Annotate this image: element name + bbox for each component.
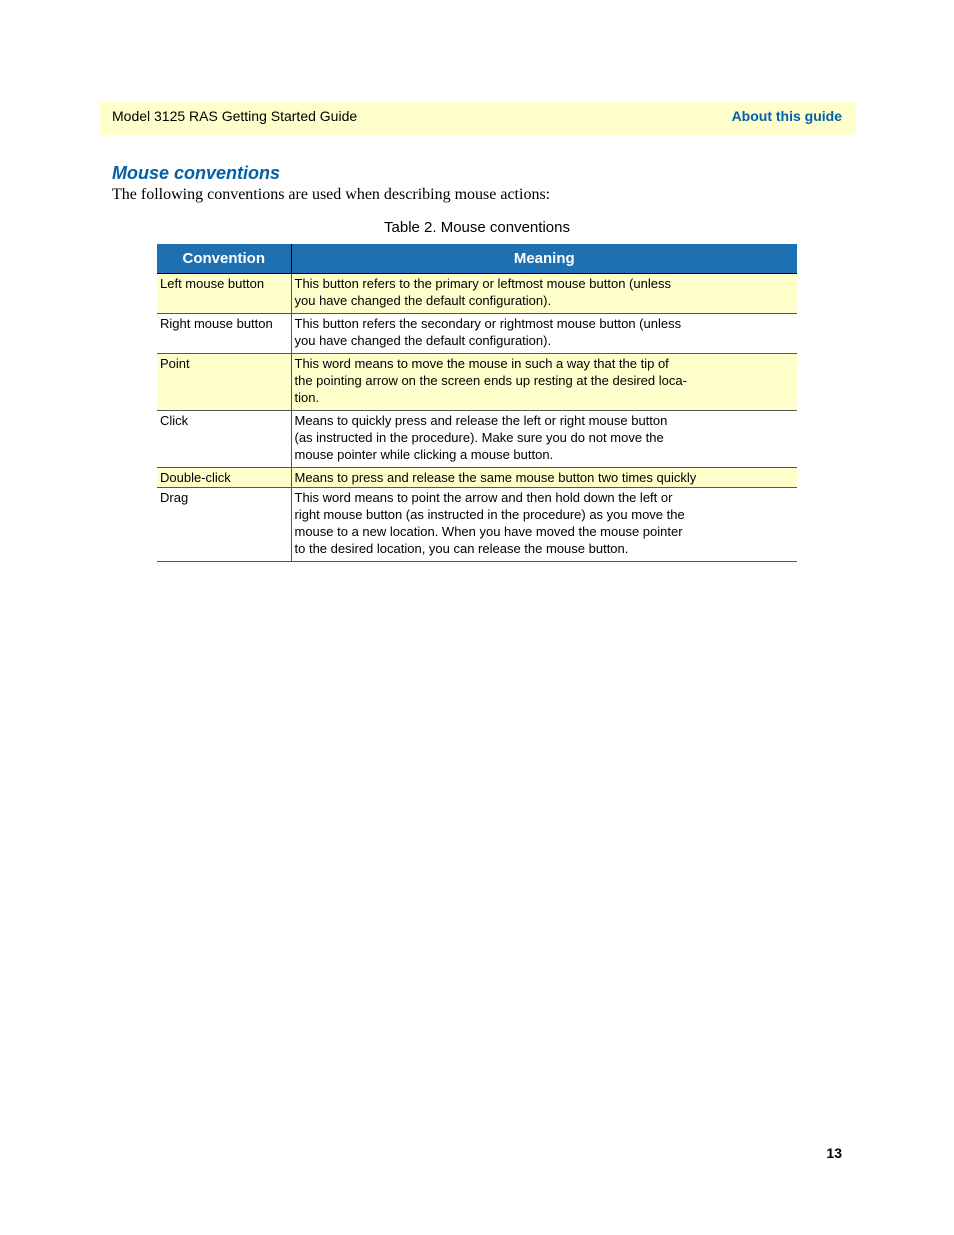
table-row: [157, 314, 797, 354]
convention-cell: Click: [157, 411, 291, 468]
table-row: [157, 411, 797, 468]
header-doc-title: Model 3125 RAS Getting Started Guide: [112, 108, 358, 124]
table-row: [157, 488, 797, 562]
page-number: 13: [826, 1145, 842, 1161]
table-row: [157, 354, 797, 411]
running-header: [100, 102, 856, 135]
table-caption: Table 2. Mouse conventions: [384, 219, 570, 236]
convention-cell: Right mouse button: [157, 314, 291, 354]
header-section-link[interactable]: About this guide: [731, 108, 842, 124]
mouse-conventions-table: [157, 244, 797, 562]
table-header-row: [157, 244, 797, 274]
column-header-meaning: Meaning: [291, 244, 797, 274]
table-row: [157, 468, 797, 488]
column-header-convention: Convention: [157, 244, 291, 274]
convention-cell: Double-click: [157, 468, 291, 488]
meaning-cell: This button refers to the primary or leftmost mouse button (unless you have changed the default configuration).: [291, 274, 797, 314]
meaning-cell: Means to press and release the same mouse button two times quickly: [291, 468, 797, 488]
meaning-cell: This word means to point the arrow and then hold down the left or right mouse button (as instructed in the procedure) as you move the mouse to a new location. When you have moved the mouse pointer to the desired location, you can release the mouse button.: [291, 488, 797, 562]
meaning-cell: Means to quickly press and release the left or right mouse button (as instructed in the procedure). Make sure you do not move the mouse pointer while clicking a mouse button.: [291, 411, 797, 468]
meaning-cell: This button refers the secondary or rightmost mouse button (unless you have changed the default configuration).: [291, 314, 797, 354]
convention-cell: Point: [157, 354, 291, 411]
convention-cell: Drag: [157, 488, 291, 562]
section-title: Mouse conventions: [112, 163, 281, 183]
meaning-cell: This word means to move the mouse in such a way that the tip of the pointing arrow on the screen ends up resting at the desired loca- tion.: [291, 354, 797, 411]
table-row: [157, 274, 797, 314]
convention-cell: Left mouse button: [157, 274, 291, 314]
intro-paragraph: The following conventions are used when describing mouse actions:: [112, 186, 551, 203]
